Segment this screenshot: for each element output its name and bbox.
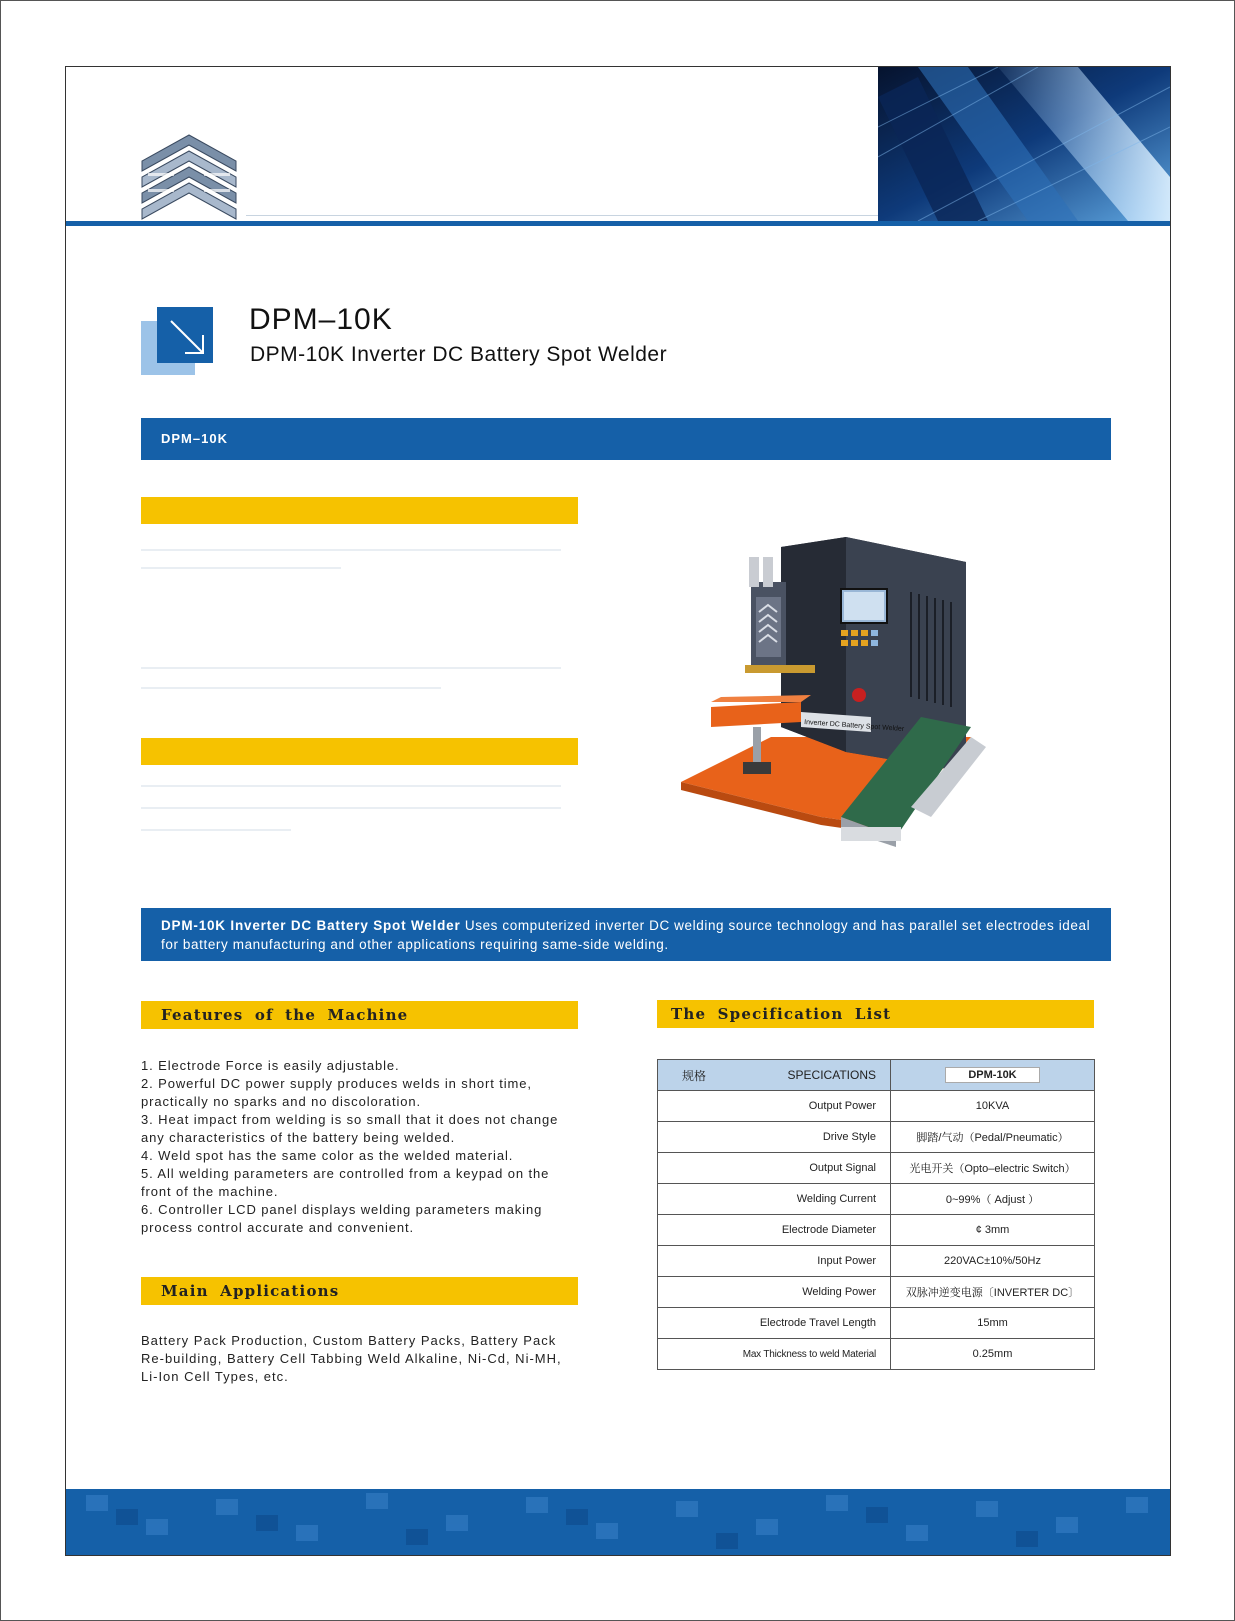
- faded-text-line: [141, 549, 561, 551]
- spec-label: Welding Power: [658, 1277, 891, 1308]
- faded-text-line: [141, 829, 291, 831]
- faded-text-line: [141, 785, 561, 787]
- spec-value: 10KVA: [891, 1091, 1095, 1122]
- spec-table: [657, 1059, 1095, 1370]
- blue-building-photo: [878, 67, 1170, 221]
- spec-label: Output Power: [658, 1091, 891, 1122]
- faded-text-line: [141, 567, 341, 569]
- spec-value: 脚踏/气动（Pedal/Pneumatic）: [891, 1122, 1095, 1153]
- spec-header-cn: 规格: [682, 1068, 707, 1083]
- features-heading-bar: [141, 1001, 578, 1029]
- spec-value: 0~99%（ Adjust ）: [891, 1184, 1095, 1215]
- spec-header-row: [658, 1060, 1095, 1091]
- applications-text: Battery Pack Production, Custom Battery Packs, Battery Pack Re-building, Battery Cell Tabbing Weld Alkaline, Ni-Cd, Ni-MH, Li-Ion Cell Types, etc.: [141, 1333, 562, 1384]
- description-bar: [141, 908, 1111, 961]
- features-list: [141, 1057, 581, 1237]
- spec-value: 220VAC±10%/50Hz: [891, 1246, 1095, 1277]
- spec-label: Electrode Diameter: [658, 1215, 891, 1246]
- yellow-bar-upper: [141, 497, 578, 524]
- footer-band: [66, 1489, 1170, 1555]
- spec-value: 光电开关（Opto–electric Switch）: [891, 1153, 1095, 1184]
- list-item: 2. Powerful DC power supply produces welds in short time, practically no sparks and no discoloration.: [141, 1076, 532, 1109]
- description-bold: DPM-10K Inverter DC Battery Spot Welder: [161, 918, 461, 933]
- header-thin-rule: [246, 215, 946, 216]
- table-row: [658, 1215, 1095, 1246]
- spec-value: 双脉冲逆变电源〔INVERTER DC〕: [891, 1277, 1095, 1308]
- machine-plate-label: Inverter DC Battery Spot Welder: [803, 719, 905, 733]
- spec-value: 15mm: [891, 1308, 1095, 1339]
- table-row: [658, 1184, 1095, 1215]
- spec-label: Output Signal: [658, 1153, 891, 1184]
- arrow-corner-icon: [141, 307, 217, 375]
- applications-heading: Main Applications: [161, 1282, 340, 1300]
- spec-label: Electrode Travel Length: [658, 1308, 891, 1339]
- table-row: [658, 1091, 1095, 1122]
- spec-header-en: SPECICATIONS: [787, 1068, 876, 1082]
- spec-heading-bar: [657, 1000, 1094, 1028]
- spec-heading: The Specification List: [671, 1005, 892, 1023]
- description-body: Uses computerized inverter DC welding source technology and has parallel set electrodes ideal for battery manufacturing and other applications requiring same-side welding.: [161, 918, 1091, 952]
- description-text: [161, 916, 1091, 954]
- page-title: DPM–10K: [249, 303, 393, 336]
- list-item: 1. Electrode Force is easily adjustable.: [141, 1058, 400, 1073]
- spec-header-model-cell: [891, 1060, 1095, 1091]
- header-rule: [66, 221, 1170, 226]
- table-row: [658, 1308, 1095, 1339]
- yellow-bar-lower: [141, 738, 578, 765]
- spec-label: Input Power: [658, 1246, 891, 1277]
- model-bar: [141, 418, 1111, 460]
- faded-text-line: [141, 667, 561, 669]
- spec-label: Drive Style: [658, 1122, 891, 1153]
- applications-heading-bar: [141, 1277, 578, 1305]
- brochure-page: [65, 66, 1171, 1556]
- spec-label: Max Thickness to weld Material: [658, 1339, 891, 1370]
- spec-header-model: DPM-10K: [945, 1067, 1039, 1083]
- table-row: [658, 1122, 1095, 1153]
- features-heading: Features of the Machine: [161, 1006, 409, 1024]
- spec-label: Welding Current: [658, 1184, 891, 1215]
- spec-value: 0.25mm: [891, 1339, 1095, 1370]
- table-row: [658, 1339, 1095, 1370]
- spec-value: ¢ 3mm: [891, 1215, 1095, 1246]
- model-bar-label: DPM–10K: [161, 431, 228, 446]
- list-item: 5. All welding parameters are controlled from a keypad on the front of the machine.: [141, 1166, 550, 1199]
- list-item: 3. Heat impact from welding is so small that it does not change any characteristics of the battery being welded.: [141, 1112, 559, 1145]
- page-subtitle: DPM-10K Inverter DC Battery Spot Welder: [250, 343, 668, 366]
- spot-welder-machine: [681, 517, 1111, 867]
- table-row: [658, 1246, 1095, 1277]
- list-item: 6. Controller LCD panel displays welding parameters making process control accurate and convenient.: [141, 1202, 543, 1235]
- spec-header-label-cell: [658, 1060, 891, 1091]
- stacked-chevron-logo: [140, 131, 238, 225]
- table-row: [658, 1277, 1095, 1308]
- list-item: 4. Weld spot has the same color as the welded material.: [141, 1148, 514, 1163]
- faded-text-line: [141, 687, 441, 689]
- table-row: [658, 1153, 1095, 1184]
- faded-text-line: [141, 807, 561, 809]
